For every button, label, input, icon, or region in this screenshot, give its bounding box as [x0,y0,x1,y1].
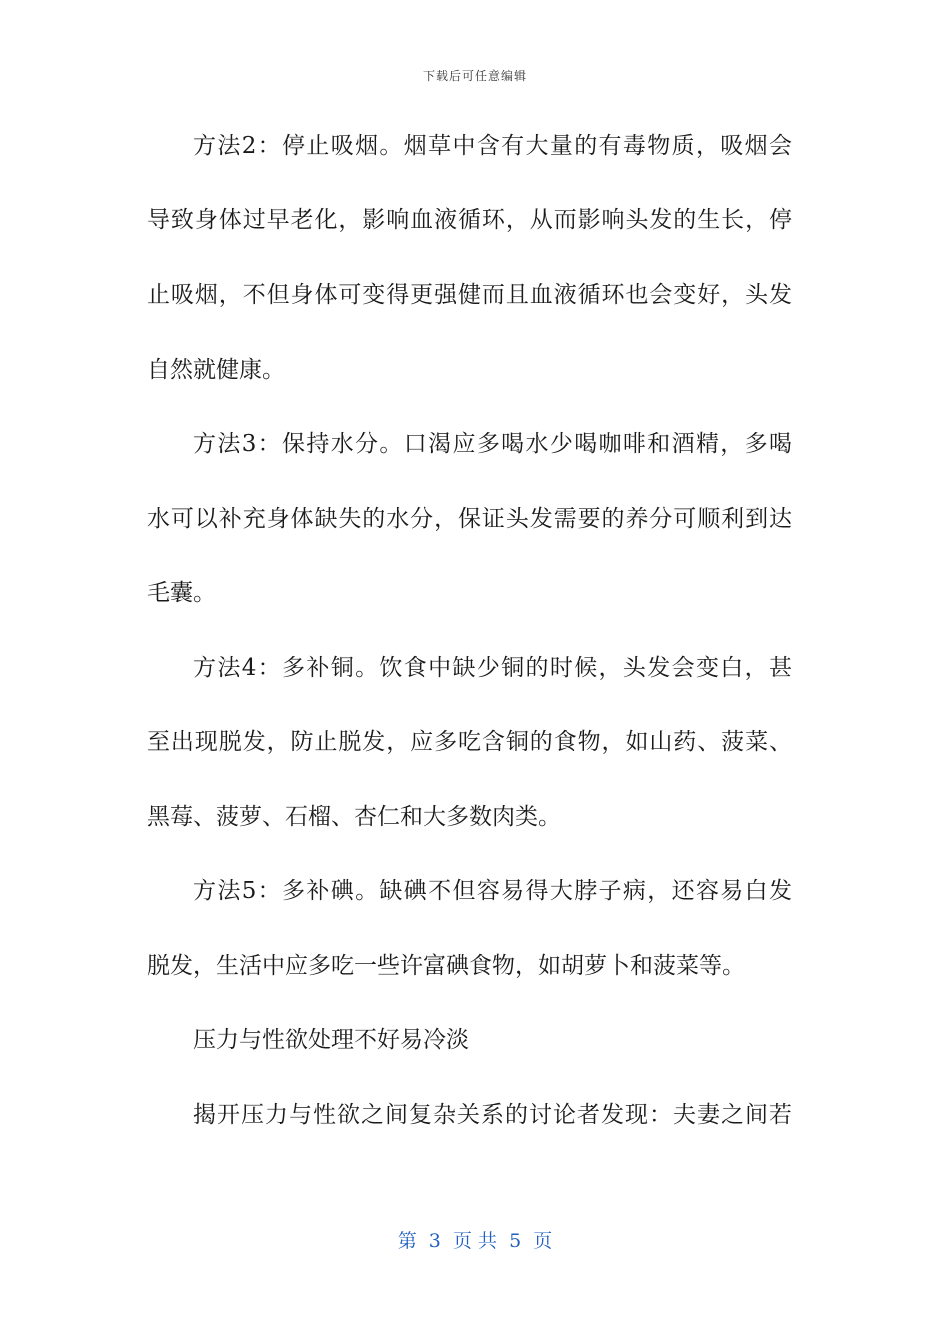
paragraph-line: 方法2：停止吸烟。烟草中含有大量的有毒物质，吸烟会 [193,133,792,159]
paragraph-line: 水可以补充身体缺失的水分，保证头发需要的养分可顺利到达 [147,506,792,532]
paragraph-line: 导致身体过早老化，影响血液循环，从而影响头发的生长，停 [147,207,792,233]
paragraph-line: 至出现脱发，防止脱发，应多吃含铜的食物，如山药、菠菜、 [147,729,792,755]
paragraph-line: 方法3：保持水分。口渴应多喝水少喝咖啡和酒精，多喝 [193,431,792,457]
paragraph-line: 黑莓、菠萝、石榴、杏仁和大多数肉类。 [147,804,561,830]
paragraph-line: 自然就健康。 [147,357,285,383]
page-header: 下载后可任意编辑 [422,69,527,83]
paragraph-line: 止吸烟，不但身体可变得更强健而且血液循环也会变好，头发 [147,282,792,308]
page-number-footer: 第 3 页 共 5 页 [397,1230,553,1252]
paragraph-line: 方法4：多补铜。饮食中缺少铜的时候，头发会变白，甚 [193,655,792,681]
section-heading: 压力与性欲处理不好易冷淡 [193,1027,469,1053]
paragraph-line: 揭开压力与性欲之间复杂关系的讨论者发现：夫妻之间若 [193,1102,792,1128]
paragraph-line: 毛囊。 [147,580,216,606]
paragraph-line: 脱发，生活中应多吃一些许富碘食物，如胡萝卜和菠菜等。 [147,953,745,979]
paragraph-line: 方法5：多补碘。缺碘不但容易得大脖子病，还容易白发 [193,878,792,904]
